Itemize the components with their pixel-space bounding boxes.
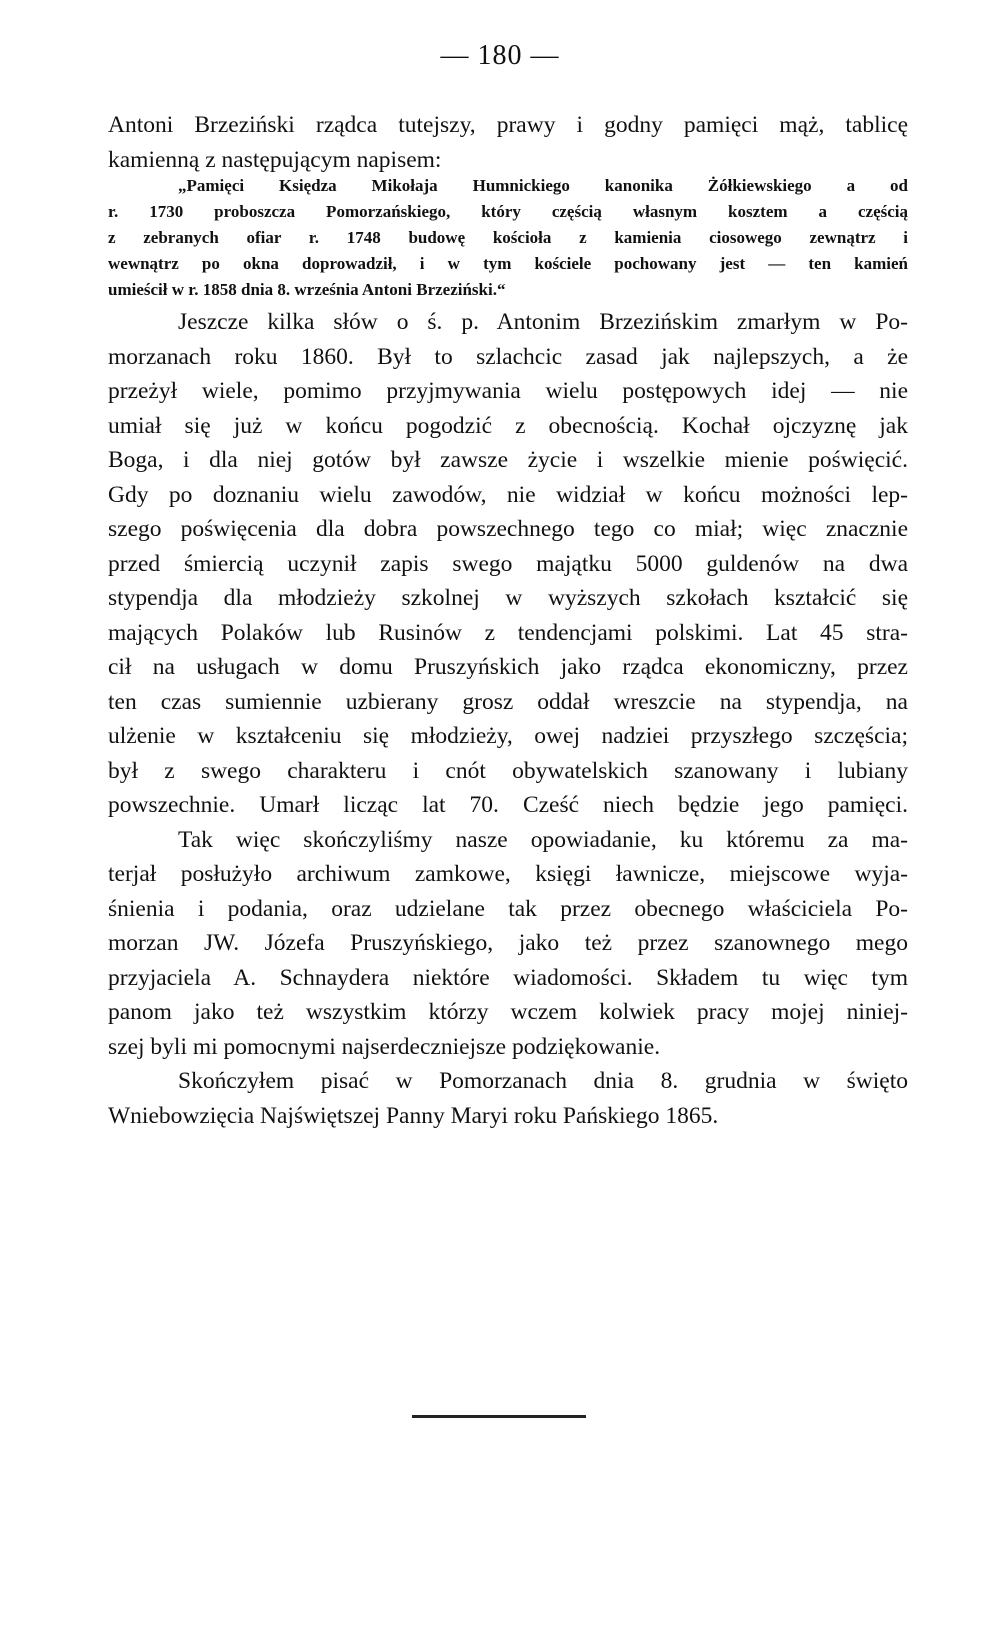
text-line: umieścił w r. 1858 dnia 8. września Antoni Brzeziński.“ (108, 280, 506, 299)
text-line: Gdy po doznaniu wielu zawodów, nie widział w końcu możności lep- (108, 481, 908, 508)
text-line: przyjaciela A. Schnaydera niektóre wiadomości. Składem tu więc tym (108, 964, 908, 991)
text-line: szej byli mi pomocnymi najserdeczniejsze podziękowanie. (108, 1033, 661, 1060)
paragraph-intro (108, 108, 908, 177)
text-line: umiał się już w końcu pogodzić z obecnością. Kochał ojczyznę jak (108, 412, 908, 439)
text-line: terjał posłużyło archiwum zamkowe, księgi ławnicze, miejscowe wyja- (108, 861, 908, 887)
text-line: cił na usługach w domu Pruszyńskich jako rządca ekonomiczny, przez (108, 654, 908, 680)
end-rule (412, 1415, 586, 1418)
text-line: morzan JW. Józefa Pruszyńskiego, jako też przez szanownego mego (108, 930, 908, 956)
text-line: przed śmiercią uczynił zapis swego majątku 5000 guldenów na dwa (108, 550, 908, 577)
text-line: Boga, i dla niej gotów był zawsze życie i wszelkie mienie poświęcić. (108, 447, 908, 473)
text-line: Tak więc skończyliśmy nasze opowiadanie, ku któremu za ma- (178, 826, 908, 853)
paragraph-acknowledgement (108, 823, 908, 1065)
text-line: ulżenie w kształceniu się młodzieży, owej nadziei przyszłego szczęścia; (108, 723, 908, 749)
text-line: mających Polaków lub Rusinów z tendencjami polskimi. Lat 45 stra- (108, 619, 908, 646)
text-line: powszechnie. Umarł licząc lat 70. Cześć niech będzie jego pamięci. (108, 792, 908, 818)
text-line: panom jako też wszystkim którzy wczem kolwiek pracy mojej niniej- (108, 999, 908, 1025)
text-line: „Pamięci Księdza Mikołaja Humnickiego kanonika Żółkiewskiego a od (178, 176, 908, 195)
text-line: kamienną z następującym napisem: (108, 146, 442, 173)
text-line: ten czas sumiennie uzbierany grosz oddał wreszcie na stypendja, na (108, 688, 908, 715)
text-line: Antoni Brzeziński rządca tutejszy, prawy i godny pamięci mąż, tablicę (108, 112, 908, 138)
text-line: szego poświęcenia dla dobra powszechnego tego co miał; więc znacznie (108, 516, 908, 542)
text-line: przeżył wiele, pomimo przyjmywania wielu postępowych idej — nie (108, 378, 908, 404)
text-line: Jeszcze kilka słów o ś. p. Antonim Brzezińskim zmarłym w Po- (178, 309, 908, 335)
text-line: stypendja dla młodzieży szkolnej w wyższych szkołach kształcić się (108, 585, 908, 611)
text-line: z zebranych ofiar r. 1748 budowę kościoła z kamienia ciosowego zewnątrz i (108, 228, 908, 247)
paragraph-obituary (108, 305, 908, 823)
text-line: morzanach roku 1860. Był to szlachcic zasad jak najlepszych, a że (108, 343, 908, 370)
text-line: śnienia i podania, oraz udzielane tak przez obecnego właściciela Po- (108, 895, 908, 922)
text-line: r. 1730 proboszcza Pomorzańskiego, który częścią własnym kosztem a częścią (108, 202, 908, 221)
inscription-quote (108, 173, 908, 303)
text-line: Skończyłem pisać w Pomorzanach dnia 8. grudnia w święto (178, 1068, 908, 1094)
text-line: Wniebowzięcia Najświętszej Panny Maryi roku Pańskiego 1865. (108, 1102, 719, 1129)
paragraph-closing (108, 1064, 908, 1133)
page-text (108, 108, 908, 1133)
text-line: był z swego charakteru i cnót obywatelskich szanowany i lubiany (108, 757, 908, 784)
page-number: — 180 — (440, 40, 560, 71)
text-line: wewnątrz po okna doprowadził, i w tym kościele pochowany jest — ten kamień (108, 254, 908, 273)
